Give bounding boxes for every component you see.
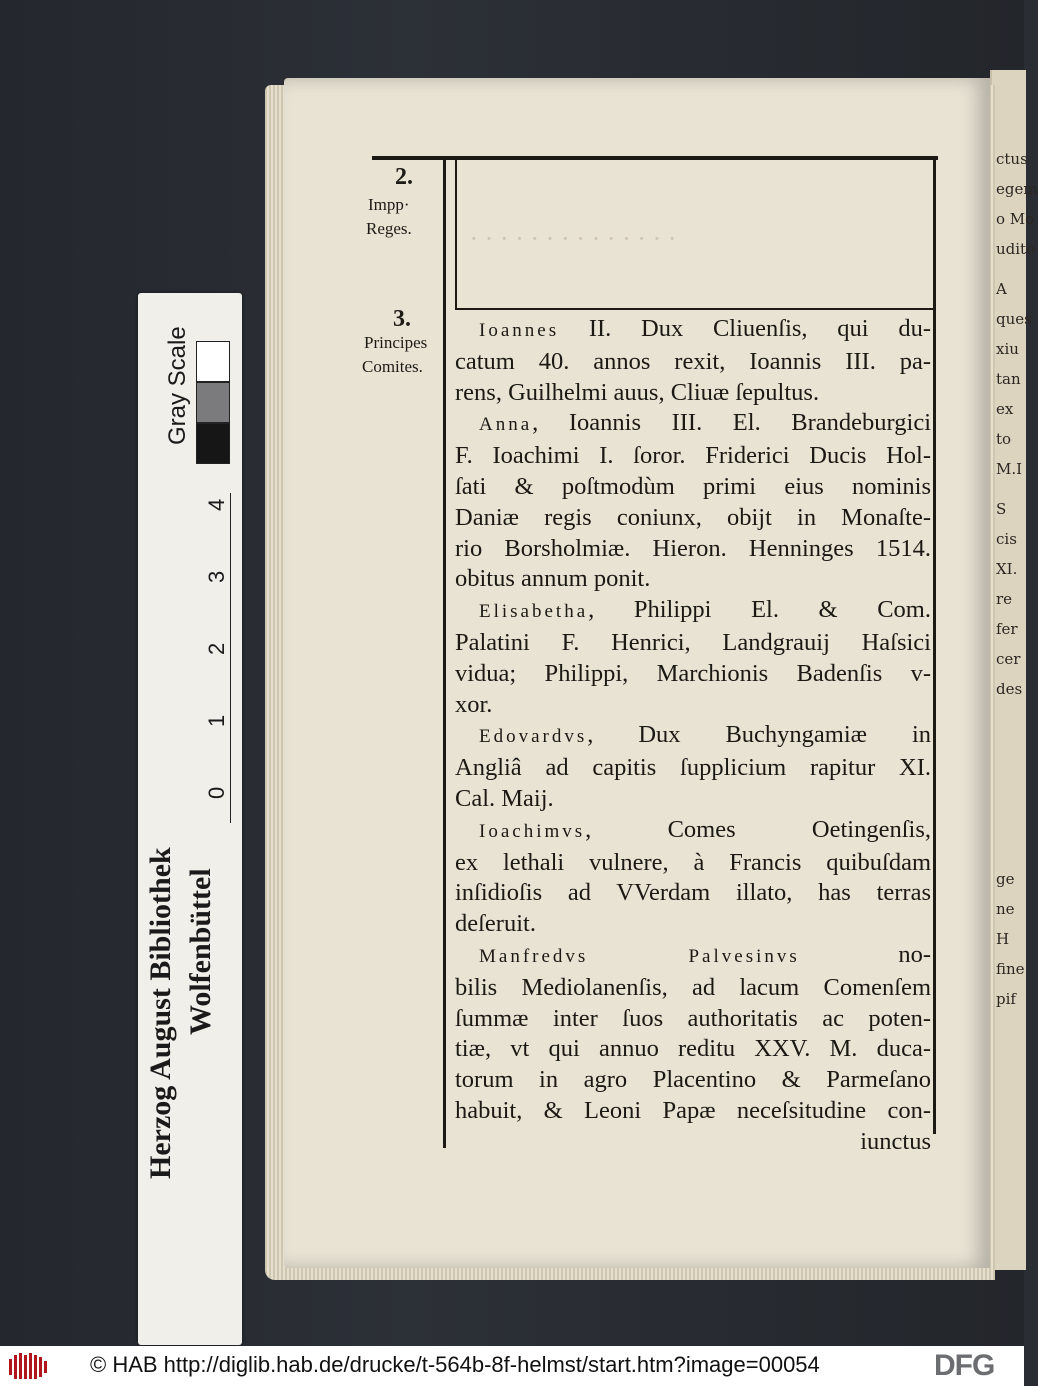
text-line: rio Borsholmiæ. Hieron. Henninges 1514. [455, 534, 931, 562]
text-line: rens, Guilhelmi auus, Cliuæ ſepultus. [455, 378, 820, 406]
section-3-number: 3. [393, 306, 411, 332]
section-2-label: Reges. [366, 219, 412, 238]
margin-rule-right [455, 158, 457, 308]
text-line: ſummæ inter ſuos authoritatis ac poten- [455, 1004, 931, 1032]
institution-city: Wolfenbüttel [184, 868, 217, 1035]
text-line: Daniæ regis coniunx, obijt in Monaſte- [455, 503, 931, 531]
text-line: tiæ, vt qui annuo reditu XXV. M. duca- [455, 1035, 931, 1063]
text-line: xor. [455, 690, 493, 718]
text-line: Edovardvs, Dux Buchyngamiæ in [479, 721, 931, 749]
scale-number: 4 [204, 498, 229, 511]
section-2-label: Impp· [368, 195, 410, 214]
text-line: vidua; Philippi, Marchionis Badenſis v- [455, 659, 931, 687]
text-line: habuit, & Leoni Papæ neceſsitudine con- [455, 1096, 931, 1124]
show-through: · · · · · · · · · · · · · · [470, 225, 676, 253]
section-rule [455, 308, 935, 310]
hab-logo-icon [8, 1351, 48, 1381]
gray-swatches [196, 341, 230, 465]
scale-title: Gray Scale [164, 326, 191, 445]
text-line: Ioachimvs, Comes Oetingenſis, [479, 815, 931, 843]
scale-number: 3 [204, 570, 229, 583]
institution-name: Herzog August Bibliothek [144, 847, 177, 1179]
scale-number: 1 [204, 714, 229, 727]
text-line: Angliâ ad capitis ſupplicium rapitur XI. [455, 754, 931, 782]
gray-scale-bar [138, 293, 242, 1345]
text-line: Anna, Ioannis III. El. Brandeburgici [479, 409, 931, 437]
dfg-logo: DFG [934, 1349, 995, 1382]
catchword: iunctus [860, 1127, 931, 1155]
footer-bar [0, 1346, 1024, 1386]
credit-link[interactable]: © HAB http://diglib.hab.de/drucke/t-564b-8f-helmst/start.htm?image=00054 [90, 1352, 820, 1377]
text-line: Ioannes II. Dux Cliuenſis, qui du- [479, 315, 931, 342]
text-line: Cal. Maij. [455, 784, 554, 812]
text-line: torum in agro Placentino & Parmeſano [455, 1066, 931, 1094]
text-line: Manfredvs Palvesinvs no- [479, 940, 931, 968]
text-line: obitus annum ponit. [455, 565, 651, 593]
text-rule-right [933, 158, 936, 1134]
scale-ruler [230, 493, 231, 823]
text-line: Palatini F. Henrici, Landgrauij Haſsici [455, 628, 931, 656]
section-2-number: 2. [395, 164, 413, 190]
scale-number: 0 [204, 786, 229, 799]
scale-number: 2 [204, 642, 229, 655]
text-line: Elisabetha, Philippi El. & Com. [479, 596, 931, 624]
text-line: catum 40. annos rexit, Ioannis III. pa- [455, 347, 931, 375]
adjacent-page: ctus egem o Mo udito A ques xiu tan ex to M.I S cis XI. re fer cer des ge ne H fine pif [990, 70, 1026, 1270]
section-3-label: Comites. [362, 357, 423, 376]
section-3-label: Principes [364, 333, 428, 352]
text-line: ſati & poſtmodùm primi eius nominis [455, 472, 931, 500]
text-line: bilis Mediolanenſis, ad lacum Comenſem [455, 973, 931, 1001]
main-text [455, 314, 931, 1158]
text-line: deſeruit. [455, 910, 536, 938]
text-line: inſidioſis ad VVerdam illato, has terras [455, 879, 931, 907]
text-line: F. Ioachimi I. ſoror. Friderici Ducis Hol- [455, 442, 931, 470]
text-line: ex lethali vulnere, à Francis quibuſdam [455, 848, 931, 876]
margin-rule-left [443, 158, 446, 1148]
